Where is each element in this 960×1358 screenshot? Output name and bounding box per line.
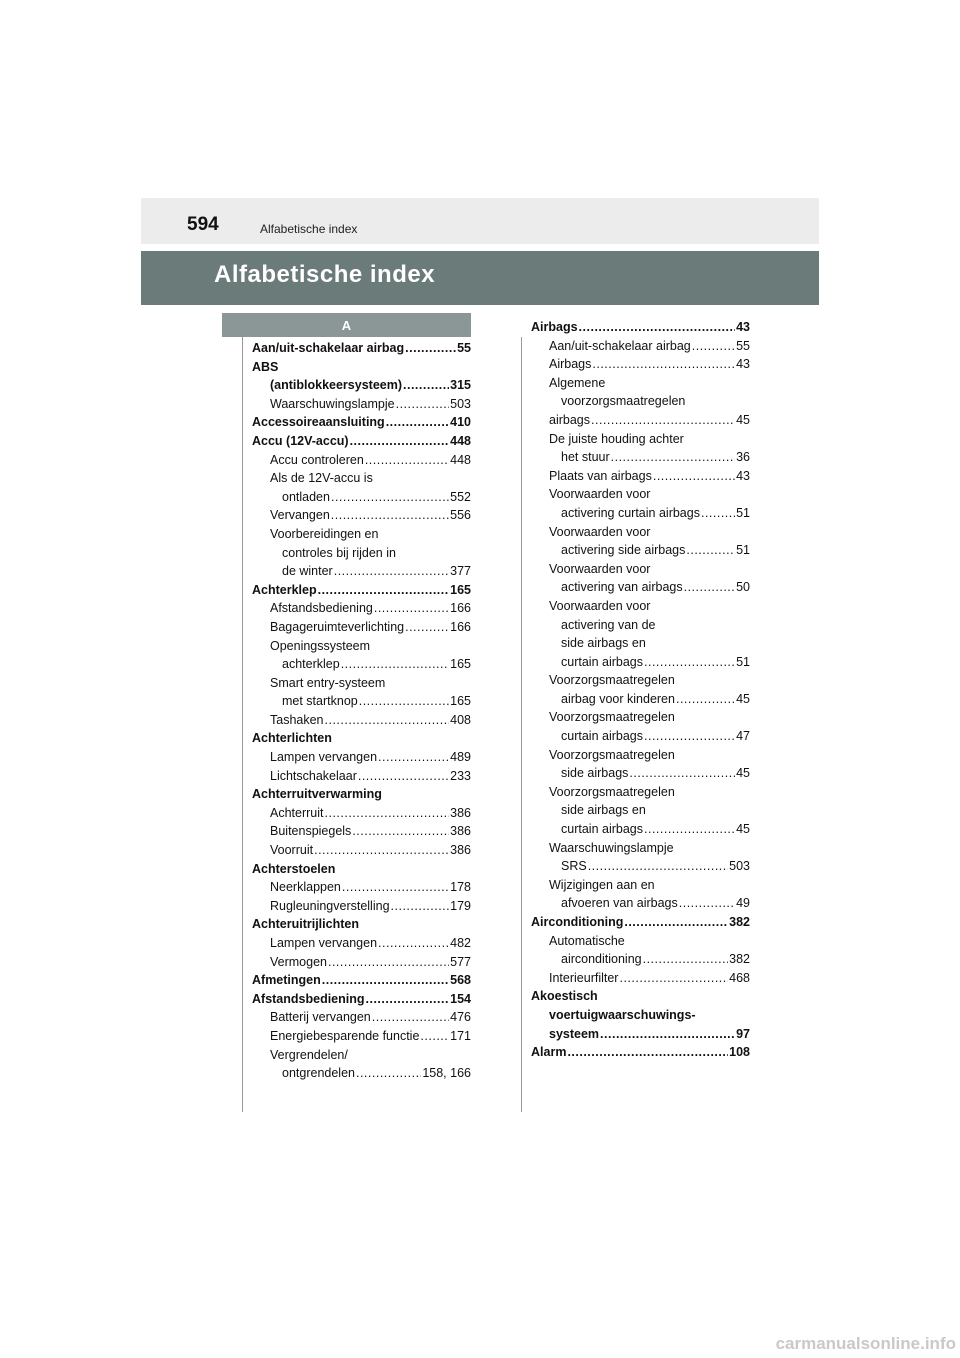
leader-dots [403,376,449,395]
index-entry [531,318,750,337]
column-divider-right [521,337,522,1112]
leader-dots [629,764,735,783]
section-letter: A [222,313,471,337]
index-entry-term: Neerklappen [270,880,341,895]
leader-dots [692,337,735,356]
index-entry-page: 382 [729,952,750,967]
leader-dots [366,990,450,1009]
index-entry-term: Bagageruimteverlichting [270,619,405,634]
index-entry-page: 166 [450,601,471,616]
index-entry-term: Achteruitrijlichten [252,917,359,932]
index-entry-page: 552 [450,489,471,504]
index-entry [252,1046,471,1065]
page-number: 594 [187,214,219,235]
index-entry [252,729,471,748]
index-entry [531,987,750,1006]
header-bar [141,198,819,244]
leader-dots [374,599,449,618]
index-entry-term: activering curtain airbags [561,505,700,520]
index-entry-term: Accu (12V-accu) [252,433,349,448]
index-entry-term: systeem [549,1026,600,1041]
index-entry-page: 386 [450,824,471,839]
leader-dots [342,878,449,897]
index-entry [531,820,750,839]
index-entry [252,767,471,786]
index-entry [531,839,750,858]
index-entry-term: Algemene [549,375,606,390]
leader-dots [644,727,735,746]
index-entry [531,969,750,988]
index-entry-term: Achterruit [270,805,324,820]
index-entry [531,504,750,523]
index-entry-term: Vervangen [270,508,330,523]
index-entry-page: 51 [736,543,750,558]
index-entry-term: Alarm [531,1045,567,1060]
index-entry [531,485,750,504]
index-entry-term: ontgrendelen [282,1066,355,1081]
index-entry [531,857,750,876]
leader-dots [591,411,735,430]
leader-dots [331,506,449,525]
index-entry [531,690,750,709]
leader-dots [358,767,449,786]
index-entry [252,711,471,730]
index-entry-term: Voorwaarden voor [549,524,651,539]
watermark-logo [646,1332,956,1354]
index-entry-page: 97 [736,1026,750,1041]
index-entry-term: Lichtschakelaar [270,768,357,783]
index-entry-term: side airbags en [561,636,646,651]
index-entry-page: 43 [736,357,750,372]
index-entry-term: Airbags [531,320,578,334]
index-entry [252,506,471,525]
index-entry [531,1025,750,1044]
index-entry-term: Accu controleren [270,452,364,467]
leader-dots [341,655,449,674]
index-entry-term: Interieurfilter [549,970,619,985]
leader-dots [684,578,735,597]
index-entry-term: afvoeren van airbags [561,896,678,911]
index-entry-term: Vergrendelen/ [270,1047,348,1062]
index-entry [531,783,750,802]
leader-dots [322,971,449,990]
leader-dots [567,1043,728,1062]
index-entry-term: Accessoireaansluiting [252,415,385,430]
leader-dots [325,804,450,823]
index-entry-term: Vermogen [270,954,327,969]
index-entry-term: ontladen [282,489,330,504]
index-entry-page: 482 [450,936,471,950]
index-entry-term: De juiste houding achter [549,431,684,446]
leader-dots [391,897,450,916]
watermark-text: carmanualsonline.info [775,1334,956,1353]
leader-dots [386,413,449,432]
leader-dots [592,355,735,374]
index-entry-page: 489 [450,750,471,765]
index-entry [252,637,471,656]
index-entry-page: 45 [736,766,750,781]
index-entry-term: activering van de [561,617,656,632]
index-entry-term: Aan/uit-schakelaar airbag [549,338,691,353]
index-entry-term: de winter [282,564,333,579]
index-entry-term: Energiebesparende functie [270,1028,420,1043]
index-entry-term: Tashaken [270,712,324,727]
index-entry [252,674,471,693]
leader-dots [378,748,449,767]
index-entry-term: SRS [561,859,587,874]
index-entry [252,822,471,841]
index-entry [252,376,471,395]
index-entry [531,932,750,951]
index-entry-page: 55 [736,338,750,353]
index-entry [531,1043,750,1062]
index-entry [252,655,471,674]
index-entry-term: Achterlichten [252,731,332,746]
index-entry [531,801,750,820]
index-entry-term: Als de 12V-accu is [270,471,373,486]
leader-dots [359,692,449,711]
leader-dots [405,339,456,358]
index-entry [252,562,471,581]
index-entry-page: 55 [457,341,471,355]
leader-dots [314,841,449,860]
index-entry [531,876,750,895]
index-entry [531,653,750,672]
index-entry-term: activering side airbags [561,543,686,558]
index-entry [531,727,750,746]
index-entry-term: Airbags [549,357,592,372]
index-entry-term: Batterij vervangen [270,1010,371,1025]
index-entry-term: Afmetingen [252,973,321,988]
index-entry-term: Afstandsbediening [252,991,365,1006]
index-entry-term: Plaats van airbags [549,468,652,483]
index-entry [531,411,750,430]
leader-dots [365,451,449,470]
index-entry-term: controles bij rijden in [282,545,396,560]
index-entry-term: Lampen vervangen [270,750,378,765]
index-entry-term: side airbags en [561,803,646,818]
index-entry-page: 36 [736,450,750,465]
index-entry [252,618,471,637]
index-entry-page: 410 [450,415,471,430]
index-entry-term: Voorwaarden voor [549,598,651,613]
index-entry [531,541,750,560]
index-entry-page: 51 [736,654,750,669]
index-entry-term: Lampen vervangen [270,936,378,950]
index-entry-term: curtain airbags [561,822,643,837]
index-entry [531,392,750,411]
index-entry [531,467,750,486]
index-entry-term: airconditioning [561,952,642,967]
index-entry-term: Automatische [549,933,625,948]
leader-dots [686,541,735,560]
index-entry [531,374,750,393]
index-entry [252,525,471,544]
index-entry-term: met startknop [282,694,358,709]
index-entry-page: 165 [450,694,471,709]
index-entry [252,804,471,823]
leader-dots [611,448,735,467]
index-entry [531,1006,750,1025]
index-entry-page: 476 [450,1010,471,1025]
index-entry [531,746,750,765]
index-entry-term: (antiblokkeersysteem) [270,378,403,393]
leader-dots [396,395,450,414]
leader-dots [701,504,735,523]
index-entry [531,764,750,783]
leader-dots [352,822,449,841]
index-entry [252,581,471,600]
index-column-right [531,318,750,1062]
index-entry [531,578,750,597]
column-divider-left [242,337,243,1112]
index-entry [252,413,471,432]
leader-dots [619,969,728,988]
index-entry [531,671,750,690]
index-entry [531,597,750,616]
index-entry-term: het stuur [561,450,610,465]
leader-dots [644,653,735,672]
index-entry-page: 158, 166 [422,1066,471,1081]
index-entry [252,748,471,767]
leader-dots [579,318,736,337]
index-entry-term: ABS [252,359,279,374]
index-entry [252,953,471,972]
index-entry [252,897,471,916]
index-entry [531,448,750,467]
index-entry-term: Achterklep [252,582,317,597]
index-entry-term: curtain airbags [561,654,643,669]
index-entry-page: 51 [736,505,750,520]
index-entry [531,634,750,653]
leader-dots [643,950,729,969]
index-entry-term: Smart entry-systeem [270,675,386,690]
index-entry-term: Voorzorgsmaatregelen [549,784,675,799]
index-entry-term: Aan/uit-schakelaar airbag [252,341,405,355]
index-entry-page: 503 [450,396,471,411]
leader-dots [679,894,735,913]
index-entry [252,1064,471,1083]
index-entry-page: 45 [736,412,750,427]
index-entry [252,395,471,414]
index-entry [252,1008,471,1027]
index-entry-page: 503 [729,859,750,874]
index-entry-page: 178 [450,880,471,895]
leader-dots [356,1064,421,1083]
index-entry-term: Afstandsbediening [270,601,373,616]
index-entry-term: Voorwaarden voor [549,487,651,502]
index-entry-page: 43 [736,468,750,483]
index-entry-page: 154 [450,991,471,1006]
index-entry [252,469,471,488]
leader-dots [676,690,735,709]
index-entry-term: Wijzigingen aan en [549,877,655,892]
index-entry [531,708,750,727]
index-entry-page: 50 [736,580,750,595]
index-entry-term: Airconditioning [531,915,624,929]
index-entry-term: Voorzorgsmaatregelen [549,710,675,725]
index-entry [531,913,750,932]
index-entry [252,860,471,879]
index-entry-page: 45 [736,691,750,706]
index-entry [531,523,750,542]
index-entry [531,894,750,913]
index-column-left [252,339,471,1083]
index-entry [252,841,471,860]
index-entry-term: voorzorgsmaatregelen [561,394,686,409]
index-entry-page: 408 [450,712,471,727]
index-entry-page: 47 [736,729,750,744]
index-entry-term: Voorbereidingen en [270,526,379,541]
leader-dots [334,562,449,581]
index-entry [252,934,471,953]
leader-dots [653,467,735,486]
index-entry [252,878,471,897]
leader-dots [350,432,450,451]
index-entry [252,544,471,563]
index-entry-term: airbag voor kinderen [561,691,675,706]
leader-dots [644,820,735,839]
index-entry [252,358,471,377]
index-entry-term: airbags [549,412,590,427]
index-entry-term: Waarschuwingslampje [270,396,395,411]
index-entry-term: Buitenspiegels [270,824,352,839]
index-entry [252,915,471,934]
index-entry [531,430,750,449]
index-entry-page: 448 [450,433,471,448]
index-entry-page: 108 [729,1045,750,1060]
index-entry-page: 315 [450,378,471,393]
index-entry-term: Voorzorgsmaatregelen [549,747,675,762]
leader-dots [588,857,728,876]
index-entry-page: 386 [450,843,471,858]
leader-dots [378,934,449,953]
index-entry-term: Akoestisch [531,989,598,1004]
index-entry-term: curtain airbags [561,729,643,744]
index-entry-page: 171 [450,1028,471,1043]
index-entry-page: 556 [450,508,471,523]
leader-dots [624,913,728,932]
index-entry-page: 377 [450,564,471,579]
index-entry [531,337,750,356]
page-title: Alfabetische index [214,261,436,288]
index-entry-term: voertuigwaarschuwings- [549,1007,696,1022]
index-entry [252,339,471,358]
index-entry-page: 165 [450,582,471,597]
index-entry-term: Achterruitverwarming [252,787,382,802]
index-entry-page: 568 [450,973,471,988]
leader-dots [372,1008,449,1027]
leader-dots [600,1025,735,1044]
index-entry-term: activering van airbags [561,580,683,595]
leader-dots [405,618,449,637]
index-entry [531,950,750,969]
leader-dots [325,711,450,730]
index-entry-term: Openingssysteem [270,638,371,653]
index-entry-page: 448 [450,452,471,467]
index-entry-page: 382 [729,915,750,929]
index-entry [252,488,471,507]
leader-dots [328,953,449,972]
leader-dots [331,488,449,507]
index-entry-term: side airbags [561,766,629,781]
index-entry [531,560,750,579]
leader-dots [420,1027,449,1046]
running-title: Alfabetische index [260,222,358,236]
index-entry-page: 165 [450,657,471,672]
index-entry-term: Rugleuningverstelling [270,898,390,913]
index-entry [531,616,750,635]
index-entry [252,451,471,470]
index-entry-page: 49 [736,896,750,911]
index-entry-page: 43 [736,320,750,334]
index-entry [531,355,750,374]
index-entry [252,599,471,618]
index-entry [252,990,471,1009]
index-entry [252,1027,471,1046]
leader-dots [318,581,450,600]
index-entry-term: Voorwaarden voor [549,561,651,576]
index-entry-page: 577 [450,954,471,969]
index-entry-page: 179 [450,898,471,913]
index-entry [252,785,471,804]
index-entry [252,971,471,990]
index-entry-page: 386 [450,805,471,820]
index-entry-term: Achterstoelen [252,861,336,876]
index-entry-term: Voorzorgsmaatregelen [549,673,675,688]
index-entry [252,432,471,451]
index-entry-term: Waarschuwingslampje [549,840,674,855]
index-entry-page: 233 [450,768,471,783]
index-entry-term: achterklep [282,657,340,672]
index-entry [252,692,471,711]
index-entry-page: 468 [729,970,750,985]
index-entry-page: 166 [450,619,471,634]
index-entry-page: 45 [736,822,750,837]
index-entry-term: Voorruit [270,843,314,858]
